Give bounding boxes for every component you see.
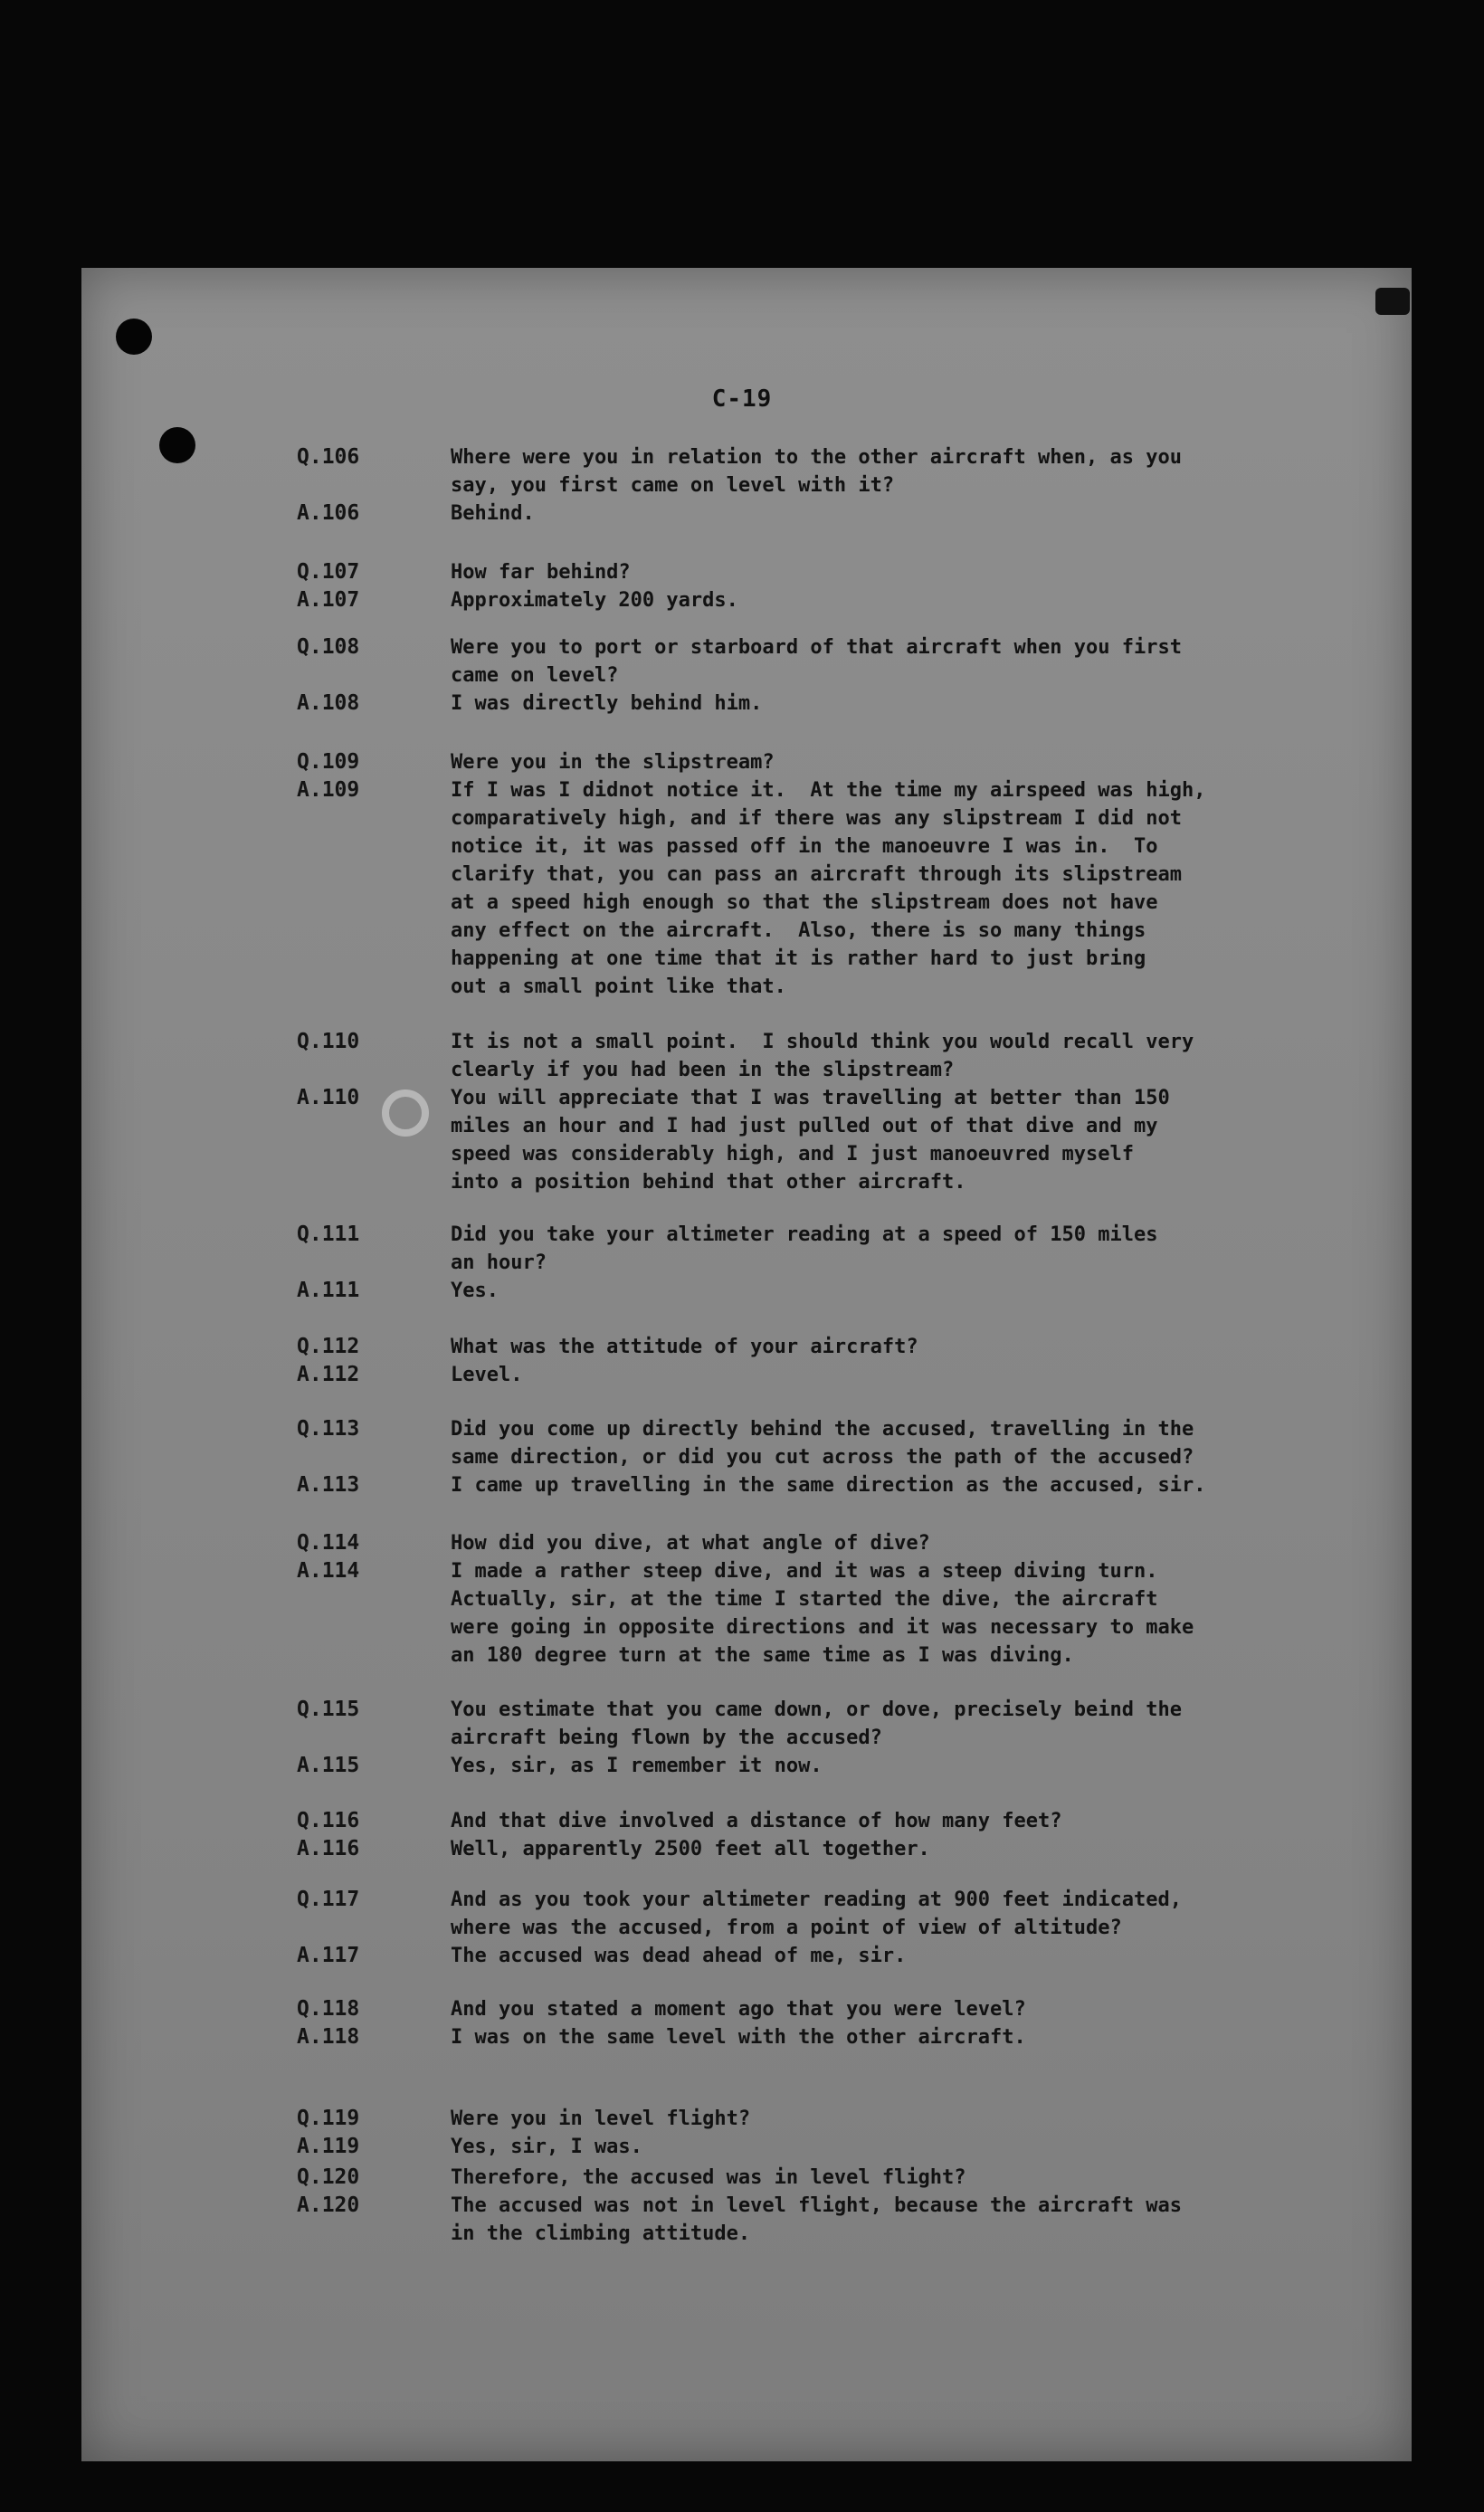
answer-line <box>0 889 1484 917</box>
question-text: Were you to port or starboard of that aircraft when you first <box>451 636 1182 659</box>
question-line <box>0 1415 1484 1443</box>
question-line <box>0 1529 1484 1557</box>
answer-text: any effect on the aircraft. Also, there is so many things <box>451 919 1146 942</box>
qa-entry <box>0 2105 1484 2161</box>
answer-text: I was directly behind him. <box>451 692 763 715</box>
answer-text: Yes. <box>451 1280 499 1302</box>
question-label: Q.119 <box>297 2107 360 2130</box>
qa-entry <box>0 1028 1484 1196</box>
question-line <box>0 2105 1484 2133</box>
question-text: What was the attitude of your aircraft? <box>451 1336 918 1358</box>
question-label: Q.115 <box>297 1698 360 1721</box>
answer-text: out a small point like that. <box>451 975 786 998</box>
question-text: And that dive involved a distance of how many feet? <box>451 1810 1062 1832</box>
question-label: Q.109 <box>297 750 360 774</box>
answer-line <box>0 1557 1484 1585</box>
answer-label: A.113 <box>297 1473 360 1497</box>
qa-entry <box>0 1886 1484 1970</box>
answer-line <box>0 1835 1484 1863</box>
answer-label: A.106 <box>297 501 360 525</box>
question-line <box>0 1807 1484 1835</box>
qa-entry <box>0 633 1484 718</box>
answer-line <box>0 861 1484 889</box>
question-label: Q.108 <box>297 635 360 659</box>
question-label: Q.118 <box>297 1997 360 2021</box>
qa-entry <box>0 2164 1484 2248</box>
answer-line <box>0 1168 1484 1196</box>
question-line <box>0 1028 1484 1056</box>
answer-text: Yes, sir, as I remember it now. <box>451 1755 823 1777</box>
answer-line <box>0 1752 1484 1780</box>
qa-entry <box>0 1696 1484 1780</box>
answer-label: A.120 <box>297 2193 360 2217</box>
answer-label: A.116 <box>297 1837 360 1860</box>
question-text: Were you in level flight? <box>451 2108 751 2130</box>
answer-text: Behind. <box>451 502 535 525</box>
answer-text: notice it, it was passed off in the manoeuvre I was in. To <box>451 835 1158 858</box>
answer-line <box>0 500 1484 528</box>
answer-line <box>0 2220 1484 2248</box>
answer-text: I came up travelling in the same direction as the accused, sir. <box>451 1474 1206 1497</box>
question-label: Q.114 <box>297 1531 360 1555</box>
question-line <box>0 661 1484 690</box>
answer-text: speed was considerably high, and I just manoeuvred myself <box>451 1143 1134 1166</box>
answer-text: If I was I didnot notice it. At the time my airspeed was high, <box>451 779 1206 802</box>
question-line <box>0 471 1484 500</box>
answer-line <box>0 1140 1484 1168</box>
question-line <box>0 1886 1484 1914</box>
answer-text: Approximately 200 yards. <box>451 589 738 612</box>
question-label: Q.111 <box>297 1223 360 1246</box>
corner-clip <box>1375 288 1410 315</box>
answer-text: Actually, sir, at the time I started the dive, the aircraft <box>451 1588 1158 1611</box>
question-text: say, you first came on level with it? <box>451 474 895 497</box>
answer-text: Well, apparently 2500 feet all together. <box>451 1838 930 1860</box>
answer-text: clarify that, you can pass an aircraft through its slipstream <box>451 863 1182 886</box>
answer-label: A.109 <box>297 778 360 802</box>
question-line <box>0 1333 1484 1361</box>
answer-text: happening at one time that it is rather hard to just bring <box>451 947 1146 970</box>
answer-text: were going in opposite directions and it was necessary to make <box>451 1616 1194 1639</box>
qa-entry <box>0 1995 1484 2051</box>
answer-line <box>0 2023 1484 2051</box>
question-label: Q.113 <box>297 1417 360 1441</box>
answer-line <box>0 833 1484 861</box>
answer-line <box>0 1585 1484 1613</box>
answer-text: I was on the same level with the other aircraft. <box>451 2026 1026 2049</box>
question-text: Therefore, the accused was in level flight? <box>451 2166 966 2189</box>
answer-line <box>0 1471 1484 1499</box>
question-label: Q.117 <box>297 1888 360 1911</box>
answer-text: Yes, sir, I was. <box>451 2136 642 2158</box>
answer-line <box>0 945 1484 973</box>
answer-text: at a speed high enough so that the slipstream does not have <box>451 891 1158 914</box>
question-line <box>0 2164 1484 2192</box>
answer-text: You will appreciate that I was travelling at better than 150 <box>451 1087 1170 1109</box>
answer-line <box>0 1112 1484 1140</box>
question-line <box>0 1443 1484 1471</box>
answer-line <box>0 1084 1484 1112</box>
answer-line <box>0 1641 1484 1670</box>
punch-hole-top <box>116 319 152 355</box>
question-line <box>0 443 1484 471</box>
question-label: Q.106 <box>297 445 360 469</box>
question-text: How did you dive, at what angle of dive? <box>451 1532 930 1555</box>
answer-line <box>0 690 1484 718</box>
answer-line <box>0 1613 1484 1641</box>
answer-label: A.118 <box>297 2025 360 2049</box>
question-line <box>0 558 1484 586</box>
question-line <box>0 1056 1484 1084</box>
question-text: How far behind? <box>451 561 631 584</box>
answer-label: A.115 <box>297 1754 360 1777</box>
answer-text: into a position behind that other aircraft. <box>451 1171 966 1194</box>
qa-entry <box>0 1529 1484 1670</box>
answer-text: The accused was dead ahead of me, sir. <box>451 1945 907 1967</box>
qa-entry <box>0 443 1484 528</box>
question-text: same direction, or did you cut across the path of the accused? <box>451 1446 1194 1469</box>
page-number: C-19 <box>711 385 773 413</box>
qa-entry <box>0 1807 1484 1863</box>
question-text: aircraft being flown by the accused? <box>451 1727 882 1749</box>
question-text: Were you in the slipstream? <box>451 751 775 774</box>
question-line <box>0 1995 1484 2023</box>
question-line <box>0 1914 1484 1942</box>
question-text: You estimate that you came down, or dove, precisely beind the <box>451 1698 1182 1721</box>
question-label: Q.107 <box>297 560 360 584</box>
answer-text: in the climbing attitude. <box>451 2222 751 2245</box>
answer-line <box>0 1942 1484 1970</box>
question-label: Q.116 <box>297 1809 360 1832</box>
question-label: Q.110 <box>297 1030 360 1053</box>
answer-line <box>0 1277 1484 1305</box>
answer-label: A.107 <box>297 588 360 612</box>
qa-entry <box>0 748 1484 1001</box>
answer-text: miles an hour and I had just pulled out of that dive and my <box>451 1115 1158 1137</box>
answer-line <box>0 586 1484 614</box>
qa-entry <box>0 1333 1484 1389</box>
question-line <box>0 633 1484 661</box>
qa-entry <box>0 558 1484 614</box>
qa-entry <box>0 1221 1484 1305</box>
question-text: Where were you in relation to the other aircraft when, as you <box>451 446 1182 469</box>
question-label: Q.120 <box>297 2165 360 2189</box>
answer-text: I made a rather steep dive, and it was a steep diving turn. <box>451 1560 1158 1583</box>
answer-label: A.112 <box>297 1363 360 1386</box>
question-line <box>0 1696 1484 1724</box>
question-text: an hour? <box>451 1251 547 1274</box>
question-line <box>0 1724 1484 1752</box>
question-text: And you stated a moment ago that you were level? <box>451 1998 1026 2021</box>
answer-label: A.114 <box>297 1559 360 1583</box>
answer-label: A.108 <box>297 691 360 715</box>
question-text: came on level? <box>451 664 619 687</box>
answer-label: A.117 <box>297 1944 360 1967</box>
answer-label: A.111 <box>297 1279 360 1302</box>
question-label: Q.112 <box>297 1335 360 1358</box>
question-text: It is not a small point. I should think you would recall very <box>451 1031 1194 1053</box>
answer-text: The accused was not in level flight, because the aircraft was <box>451 2194 1182 2217</box>
answer-line <box>0 2133 1484 2161</box>
answer-text: comparatively high, and if there was any slipstream I did not <box>451 807 1182 830</box>
question-line <box>0 748 1484 776</box>
answer-line <box>0 776 1484 804</box>
answer-line <box>0 917 1484 945</box>
qa-entry <box>0 1415 1484 1499</box>
answer-label: A.110 <box>297 1086 360 1109</box>
answer-text: Level. <box>451 1364 523 1386</box>
answer-line <box>0 2192 1484 2220</box>
question-text: where was the accused, from a point of view of altitude? <box>451 1917 1122 1939</box>
question-text: clearly if you had been in the slipstream? <box>451 1059 955 1081</box>
question-text: And as you took your altimeter reading at 900 feet indicated, <box>451 1889 1182 1911</box>
answer-label: A.119 <box>297 2135 360 2158</box>
question-line <box>0 1221 1484 1249</box>
answer-line <box>0 804 1484 833</box>
answer-line <box>0 973 1484 1001</box>
answer-text: an 180 degree turn at the same time as I was diving. <box>451 1644 1074 1667</box>
question-line <box>0 1249 1484 1277</box>
answer-line <box>0 1361 1484 1389</box>
question-text: Did you come up directly behind the accused, travelling in the <box>451 1418 1194 1441</box>
question-text: Did you take your altimeter reading at a speed of 150 miles <box>451 1223 1158 1246</box>
